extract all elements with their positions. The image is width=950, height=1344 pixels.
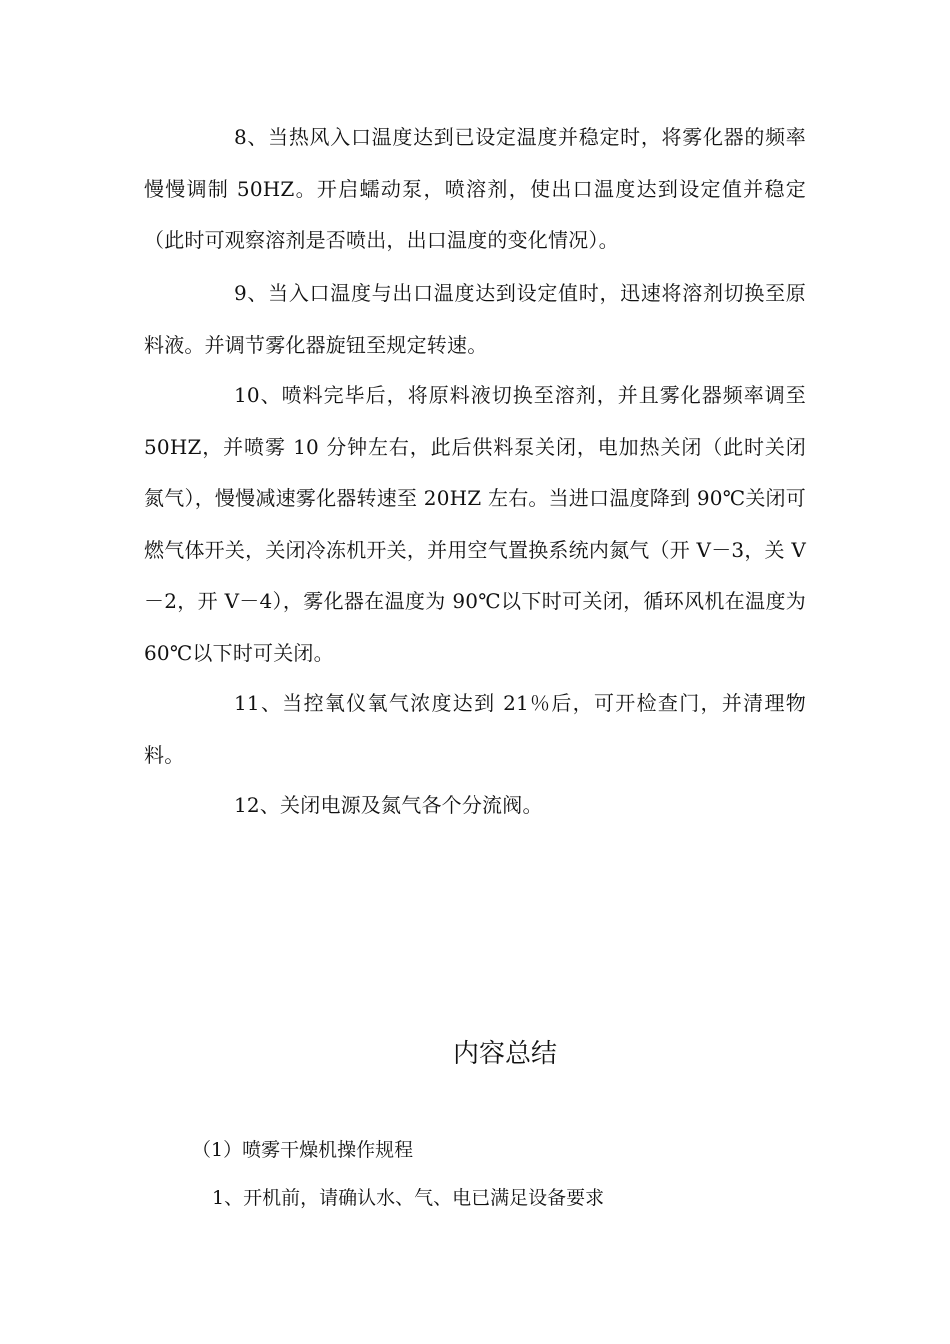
- paragraph-step-10: 10、喷料完毕后，将原料液切换至溶剂，并且雾化器频率调至 50HZ，并喷雾 10 分钟左右，此后供料泵关闭，电加热关闭（此时关闭氮气），慢慢减速雾化器转速至 20HZ 左右。当进口温度降到 90℃关闭可燃气体开关，关闭冷冻机开关，并用空气置换系统内氮气（开 V－3，关 V－2，开 V－4），雾化器在温度为 90℃以下时可关闭，循环风机在温度为 60℃以下时可关闭。: [144, 383, 806, 665]
- summary-line-2: 1、开机前，请确认水、气、电已满足设备要求: [212, 1187, 605, 1209]
- paragraph-step-11: 11、当控氧仪氧气浓度达到 21％后，可开检查门，并清理物料。: [144, 691, 806, 767]
- summary-title: 内容总结: [452, 1039, 557, 1069]
- paragraph-step-12: 12、关闭电源及氮气各个分流阀。: [234, 793, 543, 817]
- summary-line-1: （1）喷雾干燥机操作规程: [192, 1139, 414, 1161]
- paragraph-step-8: 8、当热风入口温度达到已设定温度并稳定时，将雾化器的频率慢慢调制 50HZ。开启蠕动泵，喷溶剂，使出口温度达到设定值并稳定（此时可观察溶剂是否喷出，出口温度的变化情况）。: [144, 125, 806, 253]
- paragraph-step-9: 9、当入口温度与出口温度达到设定值时，迅速将溶剂切换至原料液。并调节雾化器旋钮至规定转速。: [144, 281, 806, 357]
